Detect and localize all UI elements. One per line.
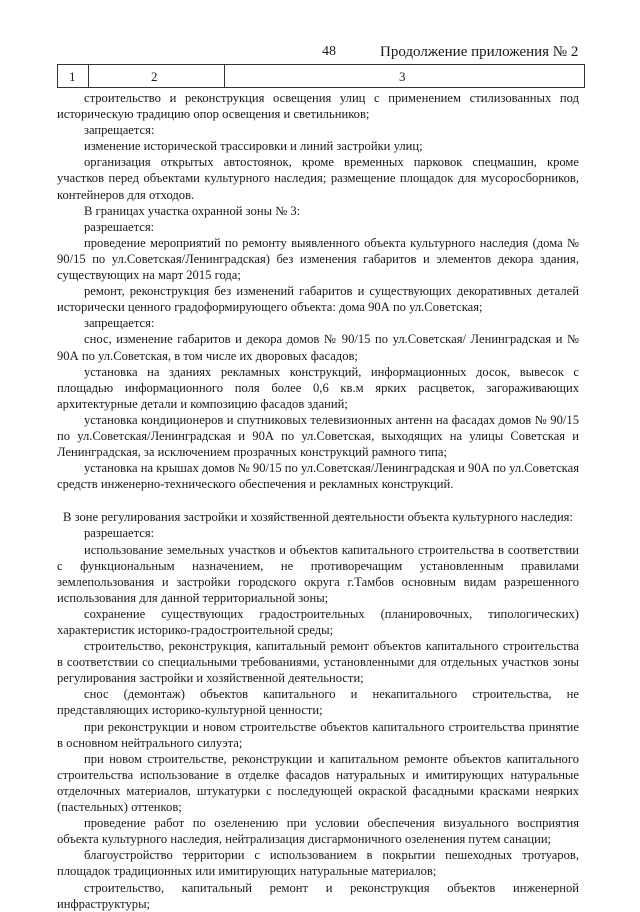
paragraph: В границах участка охранной зоны № 3:: [84, 203, 301, 218]
paragraph: установка на зданиях рекламных конструкций, информационных досок, вывесок с площадью информационного поля более 0,6 кв.м ярких расцветок, загораживающих архитектурные детали и композицию фасадов зданий;: [57, 364, 579, 411]
paragraph: снос (демонтаж) объектов капитального и некапитального строительства, не представляющих историко-культурной ценности;: [57, 687, 579, 718]
paragraph: строительство, капитальный ремонт и реконструкция объектов инженерной инфраструктуры;: [57, 880, 579, 911]
page-number: 48: [322, 44, 336, 59]
paragraph: сохранение существующих градостроительных (планировочных, типологических) характеристик историко-градостроительной среды;: [57, 606, 579, 637]
paragraph: проведение работ по озеленению при условии обеспечения визуального восприятия объекта культурного наследия, нейтрализация дисгармоничного озеленения путем санации;: [57, 816, 579, 847]
paragraph: разрешается:: [84, 526, 155, 541]
paragraph: ремонт, реконструкция без изменений габаритов и существующих декоративных деталей исторически ценного градоформирующего объекта: дома 90А по ул.Советская;: [57, 284, 579, 315]
paragraph: строительство, реконструкция, капитальный ремонт объектов капитального строительства в соответствии со специальными требованиями, установленными для отдельных участков зоны регулирования застройки и хозяйственной деятельности;: [57, 639, 579, 686]
column-number-2: 2: [151, 69, 158, 84]
paragraph: проведение мероприятий по ремонту выявленного объекта культурного наследия (дома № 90/15 по ул.Советская/Ленинградская) без изменения габаритов и элементов декора здания, существующих на март 2015 года;: [57, 235, 579, 283]
paragraph: запрещается:: [84, 123, 155, 138]
paragraph: организация открытых автостоянок, кроме временных парковок спецмашин, кроме участков перед объектами культурного наследия; размещение площадок для мусоросборников, контейнеров для отходов.: [57, 155, 579, 202]
table-column-header: [57, 64, 585, 88]
section-heading: В зоне регулирования застройки и хозяйственной деятельности объекта культурного наследия:: [63, 510, 573, 525]
paragraph: изменение исторической трассировки и линий застройки улиц;: [84, 139, 423, 154]
column-number-1: 1: [69, 69, 76, 84]
paragraph: использование земельных участков и объектов капитального строительства в соответствии с функциональным назначением, не противоречащим установленным правилами землепользования и застройки городского округа г.Тамбов основным видам разрешенного использования для данной территориальной зоны;: [57, 542, 579, 605]
column-divider: [224, 65, 225, 87]
paragraph: запрещается:: [84, 316, 155, 331]
column-number-3: 3: [399, 69, 406, 84]
paragraph: благоустройство территории с использованием в покрытии пешеходных тротуаров, площадок традиционных или имитирующих натуральные материалов;: [57, 848, 579, 879]
paragraph: установка кондиционеров и спутниковых телевизионных антенн на фасадах домов № 90/15 по ул.Советская/Ленинградская и 90А по ул.Советская, выходящих на улицы Советская и Ленинградская, за исключением прозрачных конструкций рамного типа;: [57, 412, 579, 460]
paragraph: строительство и реконструкция освещения улиц с применением стилизованных под историческую традицию опор освещения и светильников;: [57, 91, 579, 122]
paragraph: установка на крышах домов № 90/15 по ул.Советская/Ленинградская и 90А по ул.Советская средств инженерно-технического обеспечения и рекламных конструкций.: [57, 461, 579, 492]
document-body: [57, 90, 579, 912]
appendix-label: Продолжение приложения № 2: [380, 44, 579, 60]
paragraph: при реконструкции и новом строительстве объектов капитального строительства принятие в основном нейтрального силуэта;: [57, 719, 579, 750]
paragraph: снос, изменение габаритов и декора домов № 90/15 по ул.Советская/ Ленинградская и № 90А по ул.Советская, в том числе их дворовых фасадов;: [57, 332, 579, 363]
paragraph: разрешается:: [84, 219, 155, 234]
paragraph: при новом строительстве, реконструкции и капитальном ремонте объектов капитального строительства использование в отделке фасадов натуральных и имитирующих натуральные отделочных материалов, штукатурки с последующей окраской фасадными красками неярких (пастельных) оттенков;: [57, 751, 579, 815]
column-divider: [88, 65, 89, 87]
